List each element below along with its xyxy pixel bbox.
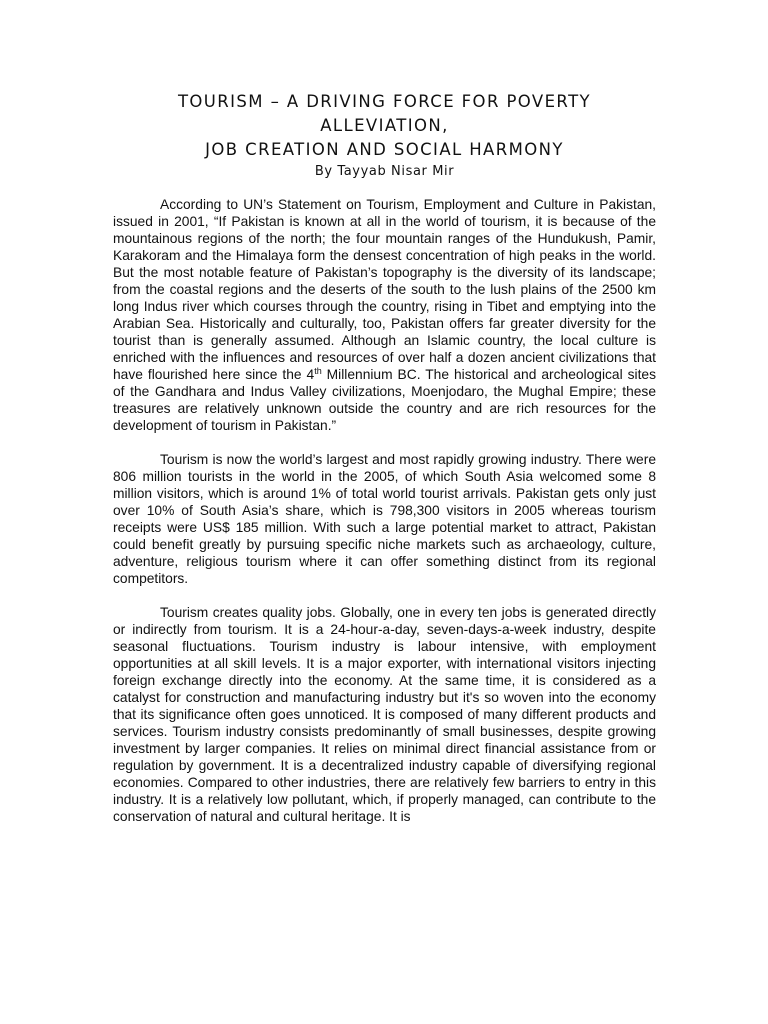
title-line-1: TOURISM – A DRIVING FORCE FOR POVERTY <box>177 92 592 111</box>
paragraph-1-text-a: According to UN’s Statement on Tourism, Employment and Culture in Pakistan, issued in 2001, “If Pakistan is known at all in the world of tourism, it is because of the mountainous regions of the north; the four mountain ranges of the Hundukush, Pamir, Karakoram and the Himalaya form the densest concentration of high peaks in the world. But the most notable feature of Pakistan’s topography is the diversity of its landscape; from the coastal regions and the deserts of the south to the lush plains of the 2500 km long Indus river which courses through the country, rising in Tibet and emptying into the Arabian Sea. Historically and culturally, too, Pakistan offers far greater diversity for the tourist than is generally assumed. Although an Islamic country, the local culture is enriched with the influences and resources of over half a dozen ancient civilizations that have flourished here since the 4 <box>113 197 656 382</box>
title-line-2: ALLEVIATION, <box>320 116 449 135</box>
byline: By Tayyab Nisar Mir <box>314 164 455 179</box>
paragraph-3: Tourism creates quality jobs. Globally, one in every ten jobs is generated directly or indirectly from tourism. It is a 24-hour-a-day, seven-days-a-week industry, despite seasonal fluctuations. Tourism industry is labour intensive, with employment opportunities at all skill levels. It is a major exporter, with international visitors injecting foreign exchange directly into the economy. At the same time, it is considered as a catalyst for construction and manufacturing industry but it's so woven into the economy that its significance often goes unnoticed. It is composed of many different products and services. Tourism industry consists predominantly of small businesses, despite growing investment by larger companies. It relies on minimal direct financial assistance from or regulation by government. It is a decentralized industry capable of diversifying regional economies. Compared to other industries, there are relatively few barriers to entry in this industry. It is a relatively low pollutant, which, if properly managed, can contribute to the conservation of natural and cultural heritage. It is <box>113 605 656 824</box>
paragraph-2: Tourism is now the world’s largest and most rapidly growing industry. There were 806 million tourists in the world in the 2005, of which South Asia welcomed some 8 million visitors, which is around 1% of total world tourist arrivals. Pakistan gets only just over 10% of South Asia’s share, which is 798,300 visitors in 2005 whereas tourism receipts were US$ 185 million. With such a large potential market to attract, Pakistan could benefit greatly by pursuing specific niche markets such as archaeology, culture, adventure, religious tourism where it can offer something distinct from its regional competitors. <box>113 452 656 586</box>
document-page <box>113 90 656 842</box>
paragraph-1-superscript: th <box>314 366 322 376</box>
paragraph-1-text-b: Millennium BC. The historical and archeological sites of the Gandhara and Indus Valley civilizations, Moenjodaro, the Mughal Empire; these treasures are relatively unknown outside the country and are rich resources for the development of tourism in Pakistan.” <box>113 367 656 433</box>
paragraph-1 <box>113 196 656 434</box>
title-line-3: JOB CREATION AND SOCIAL HARMONY <box>205 140 564 159</box>
